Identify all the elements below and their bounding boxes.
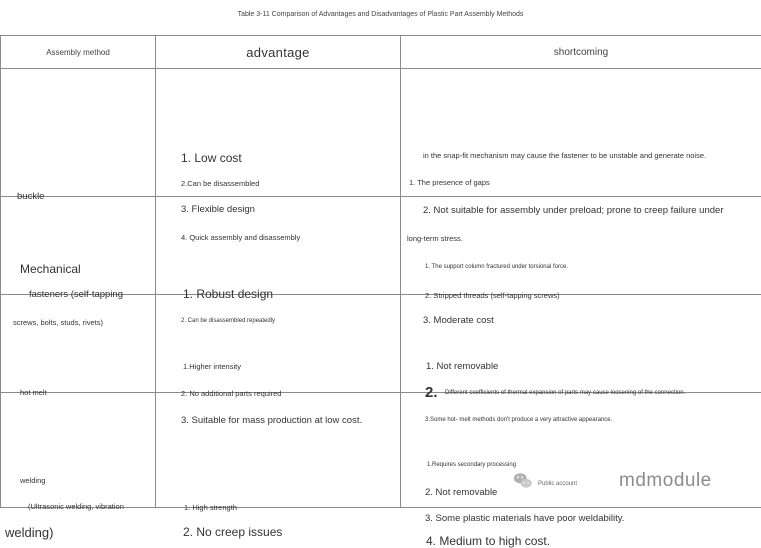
shortcoming-cell — [401, 295, 761, 393]
method-text: fasteners (self-tapping — [29, 289, 123, 300]
wechat-icon — [512, 470, 534, 492]
shortcoming-item: 2. Not suitable for assembly under preload; prone to creep failure under — [423, 205, 723, 216]
shortcoming-item: 3. Some plastic materials have poor weldability. — [425, 513, 624, 524]
advantage-item: 2. No creep issues — [183, 525, 282, 539]
header-advantage: advantage — [156, 36, 401, 69]
header-assembly-method: Assembly method — [1, 36, 156, 69]
advantage-item: 1. High strength — [184, 503, 237, 512]
advantage-item: 3. Flexible design — [181, 204, 255, 215]
advantage-item: 1. Low cost — [181, 151, 242, 165]
advantage-item: 2. Can be disassembled repeatedly — [181, 318, 275, 324]
method-cell — [1, 69, 156, 197]
shortcoming-item: 1. The support column fractured under torsional force. — [425, 264, 568, 270]
table-caption: Table 3-11 Comparison of Advantages and Disadvantages of Plastic Part Assembly Methods — [0, 11, 761, 18]
comparison-table — [0, 35, 761, 508]
method-text: welding — [20, 476, 45, 485]
advantage-item: 1. Robust design — [183, 287, 273, 301]
shortcoming-item: in the snap-fit mechanism may cause the fastener to be unstable and generate noise. — [423, 151, 706, 160]
table-row-buckle — [1, 69, 761, 197]
shortcoming-item: 1. Not removable — [426, 361, 498, 372]
table-header-row — [1, 36, 761, 69]
advantage-item: 1.Higher intensity — [183, 362, 241, 371]
watermark-subtitle: Public account — [538, 481, 577, 487]
table-row-hot-melt — [1, 295, 761, 393]
shortcoming-item: 1.Requires secondary processing — [427, 462, 516, 468]
shortcoming-item: 2. — [425, 384, 438, 401]
shortcoming-item: 4. Medium to high cost. — [426, 534, 550, 548]
advantage-item: 2. No additional parts required — [181, 389, 281, 398]
watermark-name: mdmodule — [619, 470, 712, 492]
method-cell — [1, 295, 156, 393]
advantage-item: 4. Quick assembly and disassembly — [181, 233, 300, 242]
method-text: buckle — [17, 191, 44, 202]
method-cell — [1, 393, 156, 508]
method-text: (Ultrasonic welding, vibration — [28, 502, 124, 511]
shortcoming-item: 2. Not removable — [425, 487, 497, 498]
advantage-item: 2.Can be disassembled — [181, 179, 259, 188]
method-cell — [1, 197, 156, 295]
shortcoming-item: 3.Some hot- melt methods don't produce a very attractive appearance. — [425, 417, 612, 423]
shortcoming-item: 2. Stripped threads (self-tapping screws) — [425, 291, 560, 300]
advantage-item: 3. Suitable for mass production at low cost. — [181, 415, 362, 426]
advantage-cell — [156, 295, 401, 393]
shortcoming-item: Different coefficients of thermal expansion of parts may cause loosening of the connection. — [445, 390, 685, 396]
advantage-cell — [156, 393, 401, 508]
shortcoming-item: 3. Moderate cost — [423, 315, 494, 326]
advantage-cell — [156, 69, 401, 197]
watermark — [512, 466, 712, 496]
shortcoming-item: long-term stress. — [407, 234, 463, 243]
header-shortcoming: shortcoming — [401, 36, 761, 69]
method-text: welding) — [5, 525, 53, 540]
shortcoming-cell — [401, 69, 761, 197]
shortcoming-item: 1. The presence of gaps — [409, 178, 490, 187]
method-text: screws, bolts, studs, rivets) — [13, 318, 103, 327]
method-text: Mechanical — [20, 262, 81, 276]
method-text: hot melt — [20, 388, 47, 397]
